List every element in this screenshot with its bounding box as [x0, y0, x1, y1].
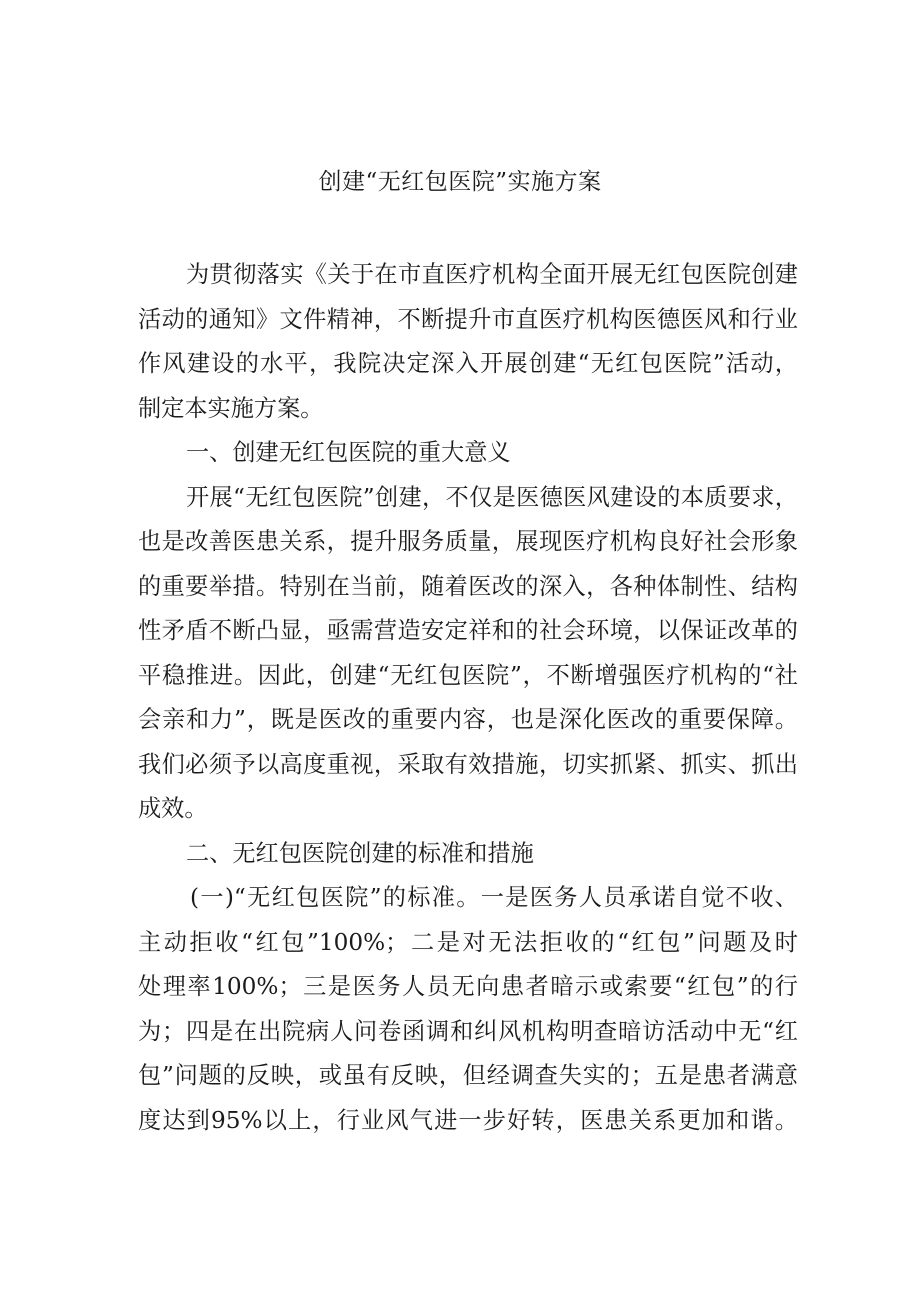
document-body — [138, 253, 798, 1143]
paragraph-line: 平稳推进。因此，创建“无红包医院”，不断增强医疗机构的“社 — [138, 661, 798, 689]
paragraph-line: 成效。 — [138, 795, 208, 822]
paragraph-line: 开展“无红包医院”创建，不仅是医德医风建设的本质要求， — [186, 483, 798, 511]
paragraph-line: 为贯彻落实《关于在市直医疗机构全面开展无红包医院创建 — [186, 261, 798, 288]
section-heading-1: 一、创建无红包医院的重大意义 — [186, 439, 511, 466]
paragraph-line: 也是改善医患关系，提升服务质量，展现医疗机构良好社会形象 — [138, 528, 798, 555]
paragraph-line: 我们必须予以高度重视，采取有效措施，切实抓紧、抓实、抓出 — [138, 750, 798, 778]
paragraph-line: 性矛盾不断凸显，亟需营造安定祥和的社会环境，以保证改革的 — [138, 617, 798, 644]
paragraph-line: 制定本实施方案。 — [138, 394, 324, 422]
paragraph-line: 活动的通知》文件精神，不断提升市直医疗机构医德医风和行业 — [138, 305, 798, 333]
paragraph-line: 的重要举措。特别在当前，随着医改的深入，各种体制性、结构 — [138, 572, 798, 600]
paragraph-line: 会亲和力”，既是医改的重要内容，也是深化医改的重要保障。 — [138, 706, 798, 733]
paragraph-line: 主动拒收“红包”100%；二是对无法拒收的“红包”问题及时 — [138, 928, 798, 956]
paragraph-line: 作风建设的水平，我院决定深入开展创建“无红包医院”活动， — [138, 350, 798, 377]
paragraph-line: 处理率100%；三是医务人员无向患者暗示或索要“红包”的行 — [138, 973, 798, 1000]
paragraph-line: 为；四是在出院病人问卷函调和纠风机构明查暗访活动中无“红 — [138, 1017, 798, 1045]
paragraph-line: 度达到95%以上，行业风气进一步好转，医患关系更加和谐。 — [138, 1106, 798, 1134]
paragraph-line: 包”问题的反映，或虽有反映，但经调查失实的；五是患者满意 — [138, 1062, 798, 1089]
document-title: 创建“无红包医院”实施方案 — [318, 169, 602, 195]
section-heading-2: 二、无红包医院创建的标准和措施 — [186, 839, 534, 867]
paragraph-line: (一)“无红包医院”的标准。一是医务人员承诺自觉不收、 — [190, 884, 798, 911]
